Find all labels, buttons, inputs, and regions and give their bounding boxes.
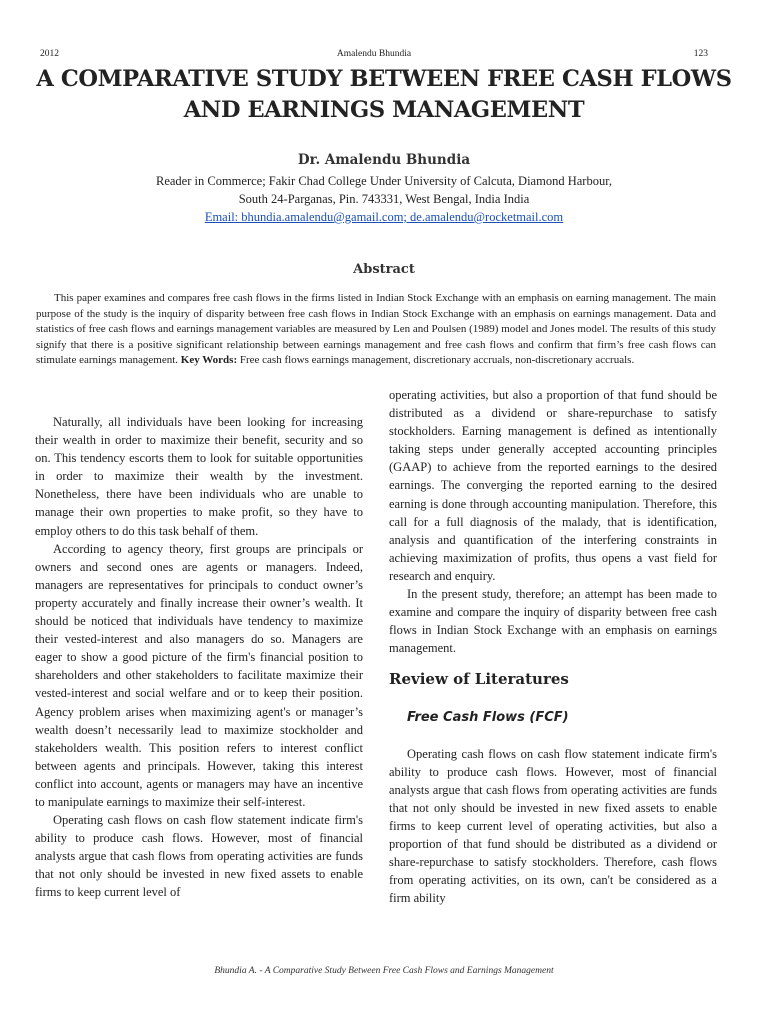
subsection-heading: Free Cash Flows (FCF) — [407, 709, 569, 725]
body-paragraph: Operating cash flows on cash flow statement indicate firm's ability to produce cash flows. However, most of financial analysts argue that cash flows from operating activities are funds that not only should be invested in new fixed assets to enable firms to keep current level of — [35, 813, 363, 900]
body-paragraph: In the present study, therefore; an attempt has been made to examine and compare the inquiry of disparity between free cash flows in Indian Stock Exchange with an emphasis on earnings management. — [389, 587, 717, 656]
keywords-label: Key Words: — [180, 354, 238, 367]
header-page-number: 123 — [693, 49, 708, 59]
keywords-text: Free cash flows earnings management, discretionary accruals, non-discretionary accruals. — [239, 354, 635, 367]
affiliation-line-1: Reader in Commerce; Fakir Chad College Under University of Calcuta, Diamond Harbour, — [156, 174, 612, 188]
body-paragraph: According to agency theory, first groups are principals or owners and second ones are agents or managers. Indeed, managers are representatives for principals to conduct owner’s property accurately and finally increase their owner’s wealth. It should be noticed that individuals have tendency to maximize their vested-interest and also managers do so. Managers are eager to show a good picture of the firm's financial position to shareholders and other stakeholders to facilitate maximize their vested-interest and social welfare and or to keep their position. Agency problem arises when maximizing agent's or manager’s wealth doesn’t necessarily lead to maximize stockholder and stakeholders wealth. This position refers to interest conflict between agents and principals. However, taking this interest conflict into account, agents or managers may have an incentive to manipulate earnings to maximize their self-interest. — [35, 541, 363, 809]
left-column — [35, 413, 363, 902]
abstract-heading: Abstract — [353, 262, 415, 277]
abstract-paragraph — [36, 291, 716, 369]
header-author: Amalendu Bhundia — [336, 49, 412, 59]
body-paragraph: operating activities, but also a proportion of that fund should be distributed as a dividend or share-repurchase to satisfy stockholders. Earning management is defined as intentionally taking steps under generally accepted accounting principles (GAAP) to achieve from the reported earnings to the desired earnings. The converging the reported earning to the desired earning is done through accounting manipulation. Therefore, this call for a full diagnosis of the malady, that is identification, analysis and quantification of the interfering constraints in achieving maximization of profits, thus opens a vast field for research and enquiry. — [389, 388, 717, 583]
email-link[interactable]: Email: bhundia.amalendu@gamail.com; de.amalendu@rocketmail.com — [204, 210, 564, 224]
header-year: 2012 — [40, 49, 59, 59]
author-block — [40, 152, 728, 226]
running-footer: Bhundia A. - A Comparative Study Between Free Cash Flows and Earnings Management — [214, 966, 554, 976]
affiliation — [40, 172, 728, 208]
body-paragraph: Naturally, all individuals have been looking for increasing their wealth in order to maximize their benefit, security and so on. This tendency escorts them to look for suitable opportunities in order to maximize their wealth by the investment. Nonetheless, there have been individuals who are unable to manage their own properties to make profit, so they have to employ others to do this task behalf of them. — [35, 415, 363, 538]
paper-title: A COMPARATIVE STUDY BETWEEN FREE CASH FLOWS AND EARNINGS MANAGEMENT — [36, 66, 732, 123]
abstract-body — [36, 291, 716, 369]
author-name: Dr. Amalendu Bhundia — [297, 152, 471, 168]
section-heading: Review of Literatures — [389, 670, 569, 689]
right-column — [389, 386, 717, 907]
affiliation-line-2: South 24-Parganas, Pin. 743331, West Bengal, India India — [238, 192, 530, 206]
body-paragraph: Operating cash flows on cash flow statement indicate firm's ability to produce cash flows. However, most of financial analysts argue that cash flows from operating activities are funds that not only should be invested in new fixed assets to enable firms to keep current level of operating activities, but also a proportion of that fund should be distributed as a dividend or share-repurchase to satisfy stockholders. Therefore, cash flows from operating activities, on its own, can't be considered as a firm ability — [389, 746, 717, 906]
abstract-text: This paper examines and compares free cash flows in the firms listed in Indian Stock Exchange with an emphasis on earning management. The main purpose of the study is the inquiry of disparity between free cash flows in Indian Stock Exchange with an emphasis on earnings management. Data and statistics of free cash flows and earnings management variables are measured by Len and Poulsen (1989) model and Jones model. The results of this study signify that there is a positive significant relationship between earnings management and free cash flows and confirm that firm’s free cash flows can stimulate earnings management. — [36, 292, 716, 367]
